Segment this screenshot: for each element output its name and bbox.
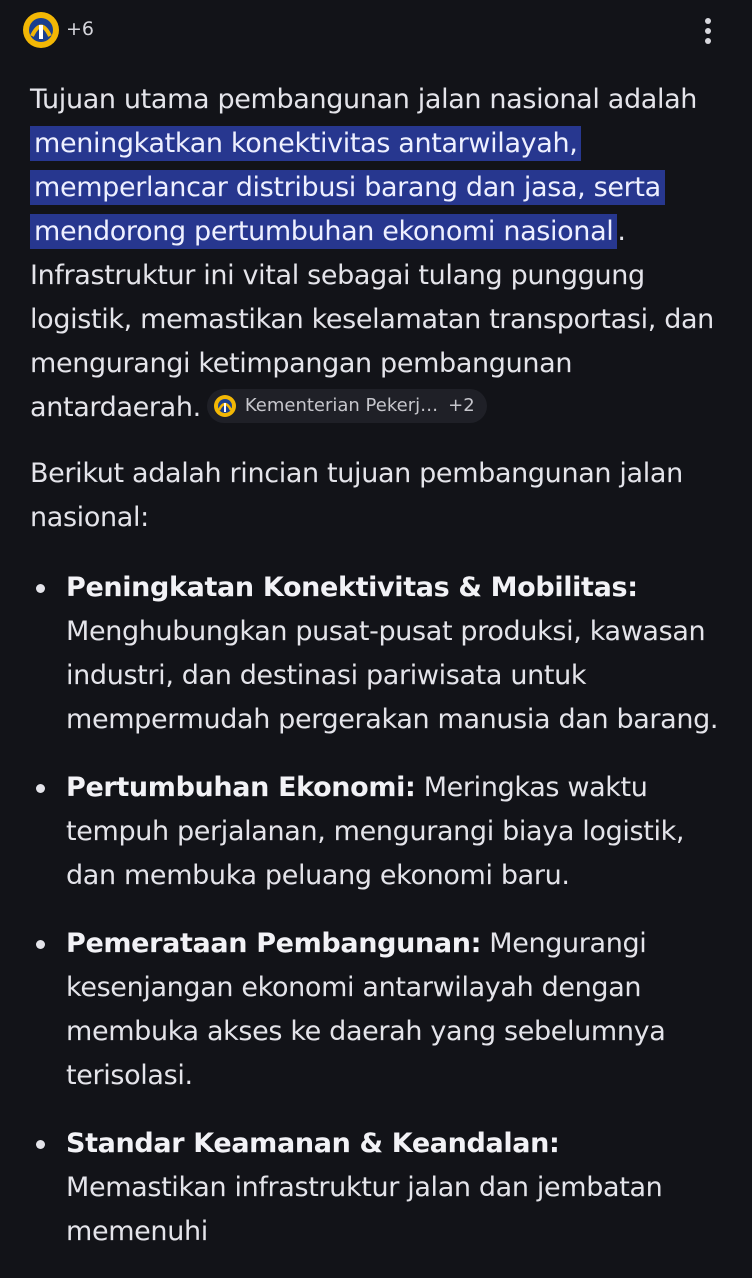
sources-header xyxy=(0,0,752,60)
bullet-title: Standar Keamanan & Keandalan: xyxy=(66,1128,560,1159)
intro-period: . xyxy=(617,216,626,247)
more-vert-icon[interactable] xyxy=(694,14,722,48)
purpose-list xyxy=(30,566,720,1254)
pupr-logo-icon xyxy=(213,394,237,418)
list-item xyxy=(30,922,720,1098)
list-intro-paragraph: Berikut adalah rincian tujuan pembangunan jalan nasional: xyxy=(30,458,683,533)
bullet-text: Meringkas waktu tempuh perjalanan, mengurangi biaya logistik, dan membuka peluang ekonomi baru. xyxy=(66,772,685,891)
answer-content xyxy=(30,78,720,1278)
pupr-logo-icon[interactable] xyxy=(22,11,60,49)
bullet-text: Memastikan infrastruktur jalan dan jembatan memenuhi xyxy=(66,1172,663,1247)
list-item xyxy=(30,1122,720,1254)
citation-count: +2 xyxy=(448,394,475,416)
intro-text: Tujuan utama pembangunan jalan nasional adalah xyxy=(30,84,698,115)
intro-paragraph xyxy=(30,78,720,430)
bullet-text: Mengurangi kesenjangan ekonomi antarwilayah dengan membuka akses ke daerah yang sebelumnya terisolasi. xyxy=(66,928,666,1091)
bullet-title: Peningkatan Konektivitas & Mobilitas: xyxy=(66,572,638,603)
citation-chip[interactable] xyxy=(207,389,487,423)
bullet-title: Pemerataan Pembangunan: xyxy=(66,928,482,959)
list-item xyxy=(30,566,720,742)
source-count-badge[interactable]: +6 xyxy=(66,18,95,40)
highlighted-summary[interactable]: meningkatkan konektivitas antarwilayah, memperlancar distribusi barang dan jasa, serta mendorong pertumbuhan ekonomi nasional xyxy=(30,126,665,249)
list-item xyxy=(30,766,720,898)
intro-rest-text: Infrastruktur ini vital sebagai tulang punggung logistik, memastikan keselamatan transportasi, dan mengurangi ketimpangan pembangunan antardaerah. xyxy=(30,260,714,423)
citation-label: Kementerian Pekerj… xyxy=(244,394,439,416)
bullet-text: Menghubungkan pusat-pusat produksi, kawasan industri, dan destinasi pariwisata untuk mempermudah pergerakan manusia dan barang. xyxy=(66,616,719,735)
bullet-title: Pertumbuhan Ekonomi: xyxy=(66,772,416,803)
